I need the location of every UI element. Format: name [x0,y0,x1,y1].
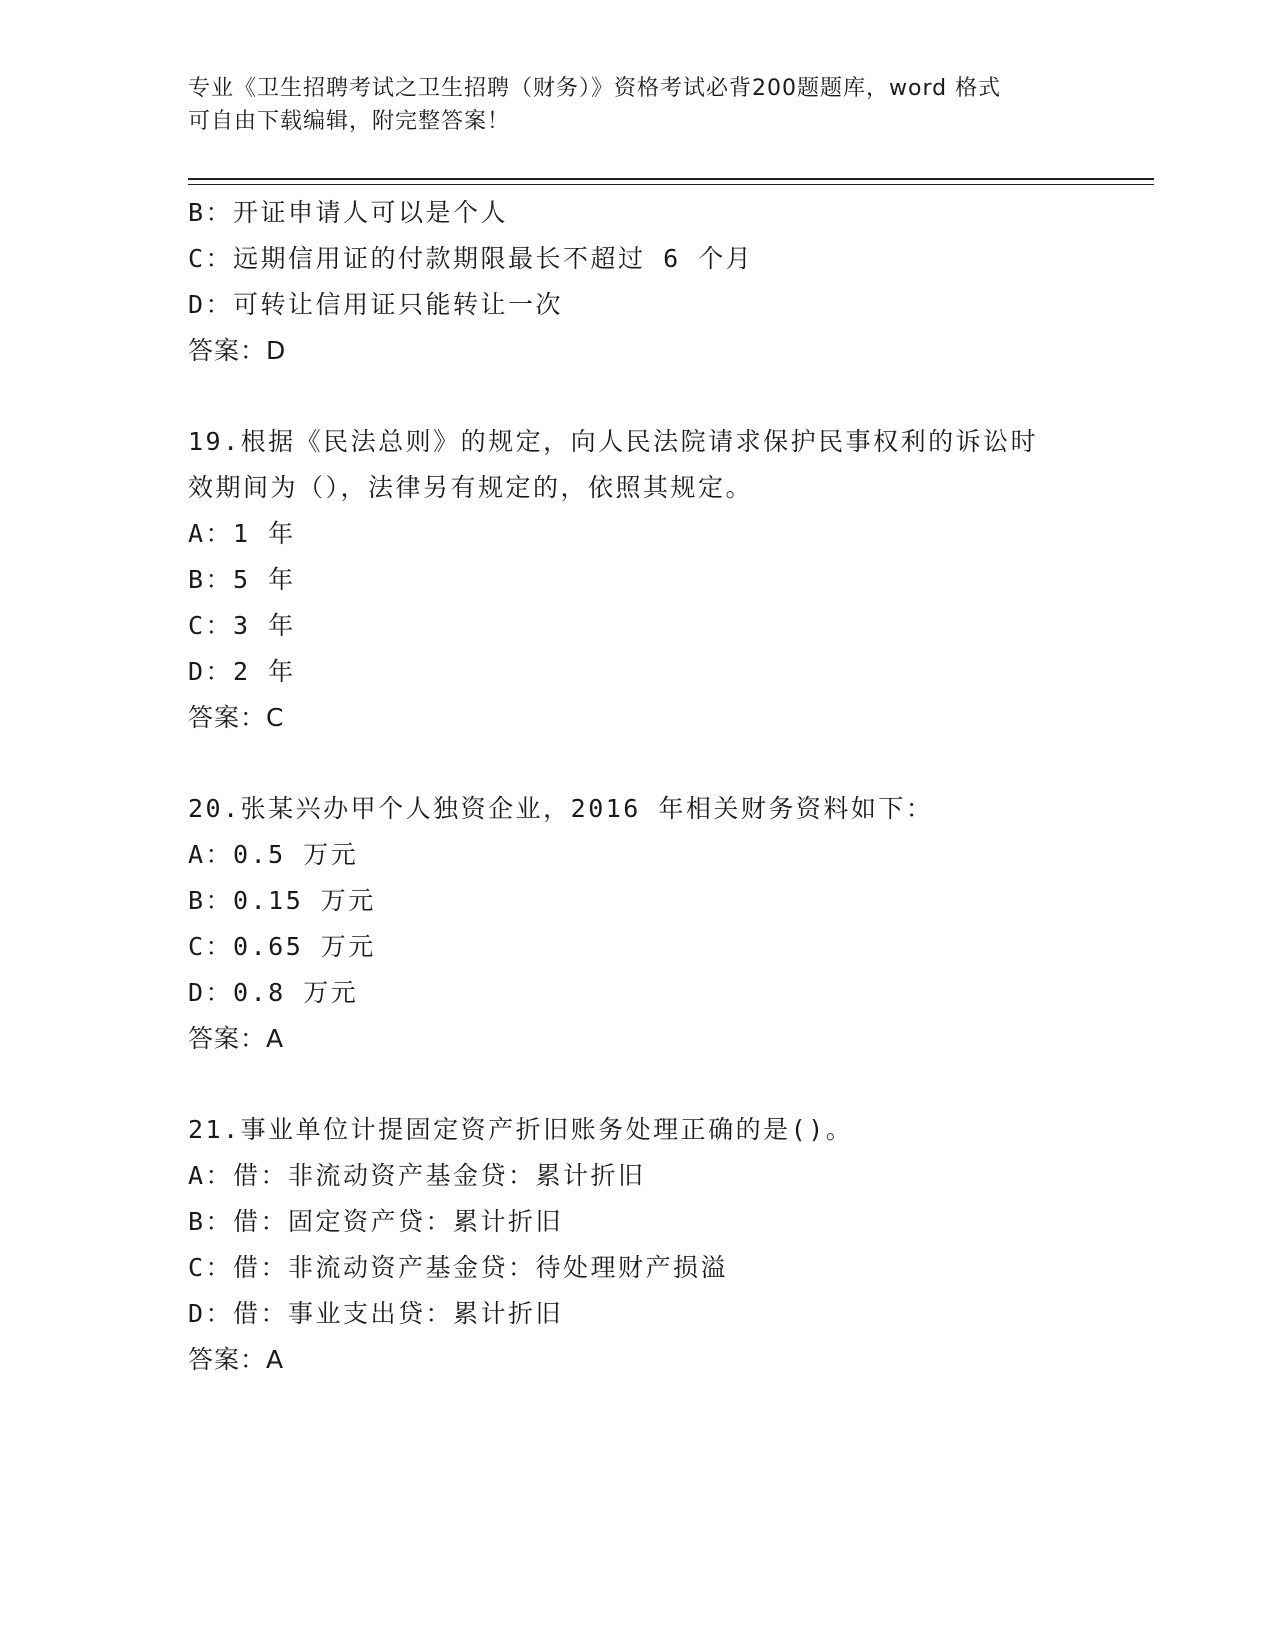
question-text: 19.根据《民法总则》的规定，向人民法院请求保护民事权利的诉讼时 [188,427,1039,456]
option-b: B：开证申请人可以是个人 [188,198,509,227]
answer-line: 答案：A [188,1345,285,1374]
question-content [188,190,1148,1383]
answer-line: 答案：C [188,703,285,732]
option-c: C：远期信用证的付款期限最长不超过 6 个月 [188,244,754,273]
option-c: C：3 年 [188,611,296,640]
question-text: 20.张某兴办甲个人独资企业，2016 年相关财务资料如下： [188,794,934,823]
question-text: 21.事业单位计提固定资产折旧账务处理正确的是()。 [188,1115,854,1144]
answer-line: 答案：D [188,336,287,365]
option-d: D：可转让信用证只能转让一次 [188,290,564,319]
question-18-partial [188,190,1148,374]
option-d: D：2 年 [188,657,296,686]
question-21 [188,1107,1148,1383]
option-b: B：5 年 [188,565,296,594]
option-c: C：借：非流动资产基金贷：待处理财产损溢 [188,1253,729,1282]
option-d: D：0.8 万元 [188,978,359,1007]
header-title-line2: 可自由下载编辑，附完整答案！ [188,109,511,134]
option-d: D：借：事业支出贷：累计折旧 [188,1299,564,1328]
option-a: A：0.5 万元 [188,840,359,869]
header-divider-thin [188,184,1154,185]
option-a: A：1 年 [188,519,296,548]
answer-line: 答案：A [188,1024,285,1053]
option-b: B：借：固定资产贷：累计折旧 [188,1207,564,1236]
header-title-line1: 专业《卫生招聘考试之卫生招聘（财务）》资格考试必背200题题库，word 格式 [188,76,1002,101]
question-text-continued: 效期间为（），法律另有规定的，依照其规定。 [188,473,754,502]
question-20 [188,786,1148,1062]
option-a: A：借：非流动资产基金贷：累计折旧 [188,1161,646,1190]
document-header [188,72,1088,138]
header-divider-thick [188,178,1154,180]
option-b: B：0.15 万元 [188,886,376,915]
question-19 [188,419,1148,741]
option-c: C：0.65 万元 [188,932,376,961]
